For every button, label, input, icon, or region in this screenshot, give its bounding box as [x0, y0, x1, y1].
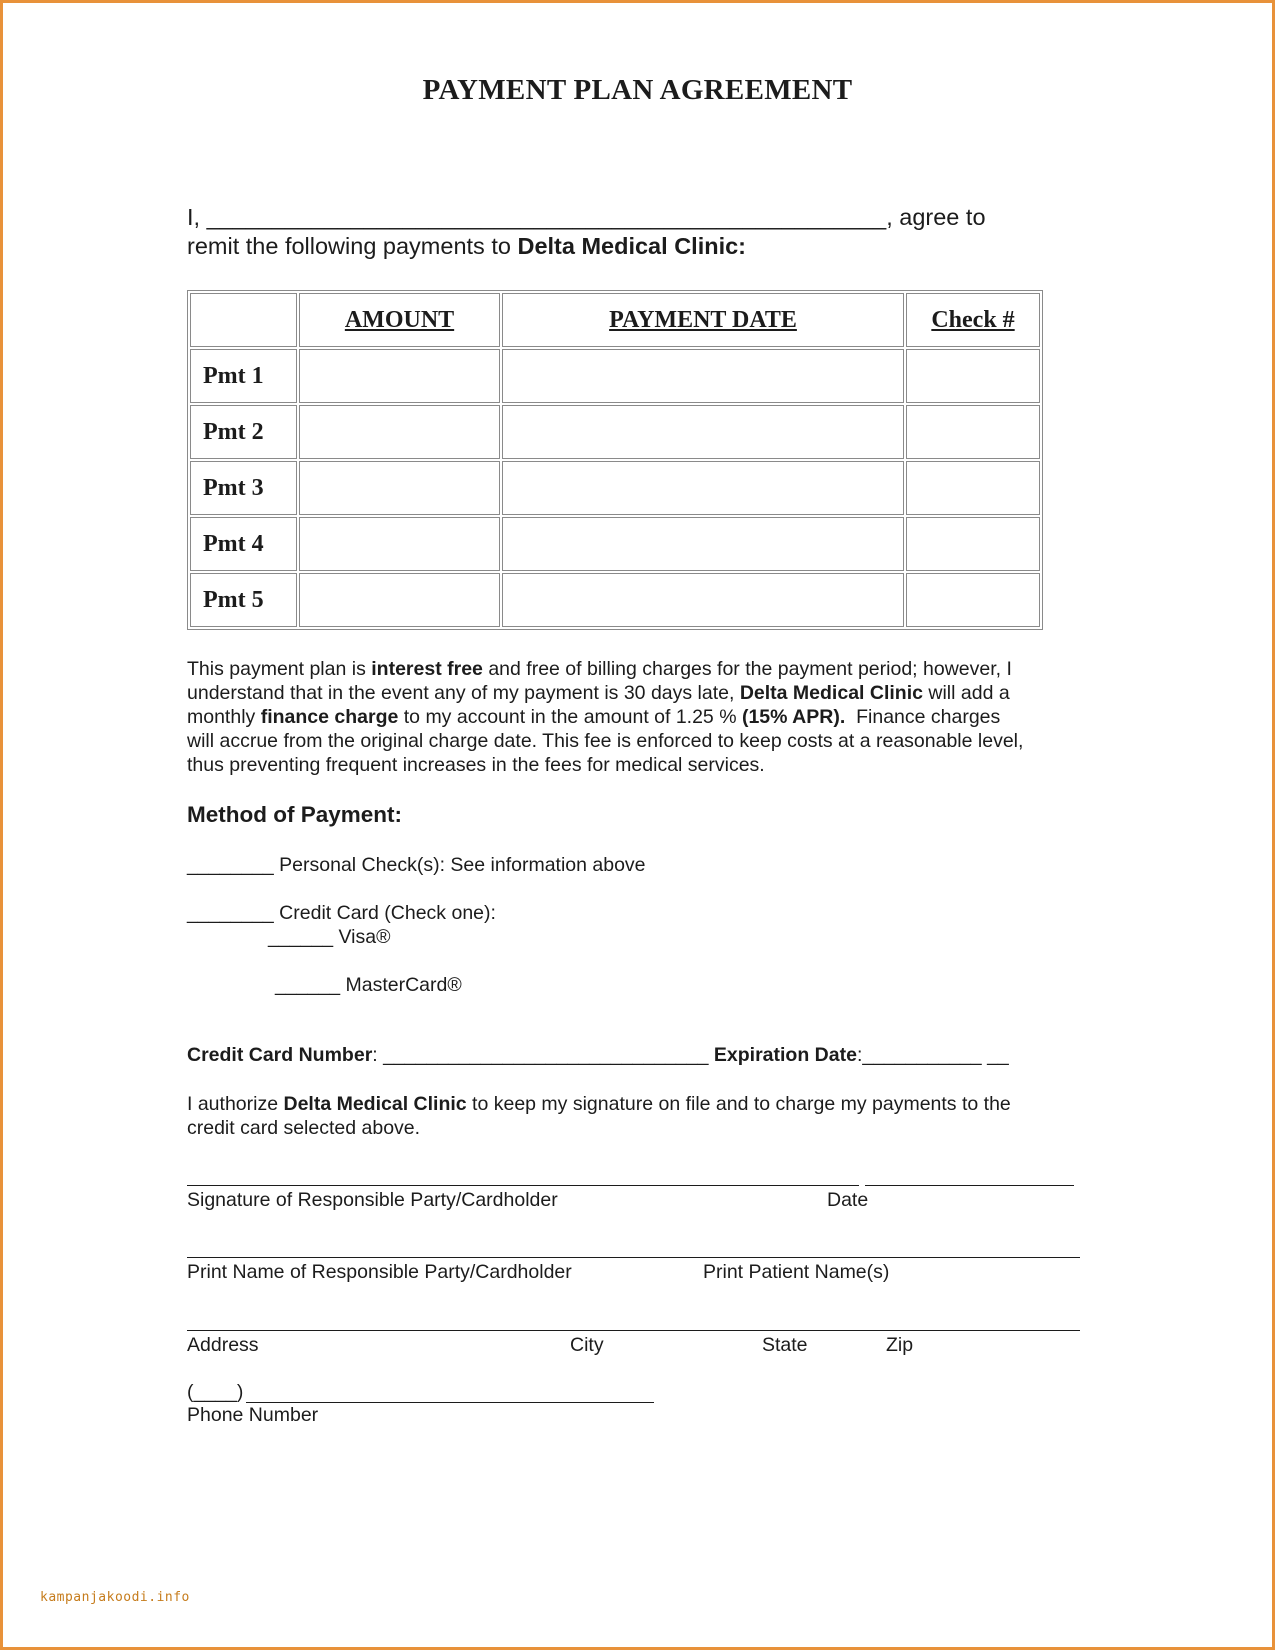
table-row — [190, 573, 1040, 627]
amount-cell[interactable] — [299, 573, 500, 627]
payment-table — [187, 290, 1043, 630]
check-cell[interactable] — [906, 349, 1040, 403]
method-heading: Method of Payment: — [187, 802, 403, 827]
expiration-field[interactable]: :___________ __ — [856, 1044, 1009, 1066]
zip-label: Zip — [886, 1334, 914, 1356]
date-label: Date — [827, 1189, 869, 1211]
amount-cell[interactable] — [299, 349, 500, 403]
authorize-text: I authorize — [187, 1093, 284, 1115]
terms-bold: interest free — [371, 658, 483, 680]
table-row — [190, 405, 1040, 459]
authorize-line-2: credit card selected above. — [187, 1117, 421, 1139]
check-cell[interactable] — [906, 461, 1040, 515]
check-cell[interactable] — [906, 405, 1040, 459]
amount-cell[interactable] — [299, 517, 500, 571]
payment-date-cell[interactable] — [502, 517, 904, 571]
intro-prefix: I, — [187, 204, 207, 230]
clinic-name: Delta Medical Clinic: — [517, 233, 746, 259]
terms-line-2 — [187, 681, 1010, 706]
row-label: Pmt 5 — [190, 573, 297, 627]
expiration-label: Expiration Date — [713, 1044, 857, 1066]
table-header-row — [190, 293, 1040, 347]
row-label: Pmt 3 — [190, 461, 297, 515]
terms-bold: Delta Medical Clinic — [739, 682, 923, 704]
row-label: Pmt 4 — [190, 517, 297, 571]
terms-text: to my account in the amount of 1.25 % — [398, 706, 742, 728]
header-blank — [190, 293, 297, 347]
terms-text: This payment plan is — [187, 658, 372, 680]
personal-check-option[interactable]: ________ Personal Check(s): See information above — [187, 854, 646, 876]
phone-label: Phone Number — [187, 1404, 319, 1426]
terms-text: understand that in the event any of my payment is 30 days late, — [187, 682, 740, 704]
terms-line-4: will accrue from the original charge date. This fee is enforced to keep costs at a reasonable level, — [187, 730, 1024, 752]
address-label: Address — [187, 1334, 259, 1356]
payment-date-cell[interactable] — [502, 349, 904, 403]
patient-name-label: Print Patient Name(s) — [703, 1261, 890, 1283]
terms-text: will add a — [922, 682, 1010, 704]
row-label: Pmt 1 — [190, 349, 297, 403]
payment-date-cell[interactable] — [502, 573, 904, 627]
intro-line-1 — [187, 203, 986, 232]
payment-date-cell[interactable] — [502, 405, 904, 459]
check-cell[interactable] — [906, 517, 1040, 571]
card-number-field[interactable]: : ______________________________ — [372, 1044, 714, 1066]
table-row — [190, 349, 1040, 403]
amount-cell[interactable] — [299, 405, 500, 459]
card-number-label: Credit Card Number — [187, 1044, 373, 1066]
terms-text: monthly — [187, 706, 261, 728]
city-label: City — [570, 1334, 604, 1356]
row-label: Pmt 2 — [190, 405, 297, 459]
table-row — [190, 517, 1040, 571]
terms-bold: finance charge — [260, 706, 399, 728]
state-label: State — [762, 1334, 808, 1356]
print-name-label: Print Name of Responsible Party/Cardholder — [187, 1261, 572, 1283]
header-amount: AMOUNT — [299, 293, 500, 347]
name-blank[interactable]: ____________________________________________________ — [206, 204, 887, 230]
watermark: kampanjakoodi.info — [40, 1590, 190, 1605]
table-row — [190, 461, 1040, 515]
print-name-line[interactable] — [187, 1257, 1080, 1258]
terms-bold: (15% APR). — [741, 706, 846, 728]
terms-line-1 — [187, 657, 1012, 682]
credit-card-option[interactable]: ________ Credit Card (Check one): — [187, 902, 496, 924]
check-cell[interactable] — [906, 573, 1040, 627]
authorize-text: to keep my signature on file and to charge my payments to the — [466, 1093, 1011, 1115]
mastercard-option[interactable]: ______ MasterCard® — [275, 974, 462, 996]
signature-label: Signature of Responsible Party/Cardholder — [187, 1189, 558, 1211]
date-line[interactable] — [865, 1185, 1074, 1186]
card-line — [187, 1043, 1009, 1067]
document-title: PAYMENT PLAN AGREEMENT — [422, 74, 853, 106]
payment-date-cell[interactable] — [502, 461, 904, 515]
intro-suffix: , agree to — [886, 204, 986, 230]
terms-text: Finance charges — [845, 706, 1001, 728]
signature-line[interactable] — [187, 1185, 859, 1186]
authorize-clinic: Delta Medical Clinic — [283, 1093, 467, 1115]
visa-option[interactable]: ______ Visa® — [268, 926, 391, 948]
intro-line-2 — [187, 232, 746, 261]
header-payment-date: PAYMENT DATE — [502, 293, 904, 347]
terms-line-5: thus preventing frequent increases in the fees for medical services. — [187, 754, 765, 776]
address-line[interactable] — [187, 1330, 1080, 1331]
intro-text: remit the following payments to — [187, 233, 518, 259]
header-check: Check # — [906, 293, 1040, 347]
phone-prefix: (____) — [187, 1381, 244, 1403]
authorize-line-1 — [187, 1092, 1011, 1116]
terms-line-3 — [187, 705, 1000, 730]
terms-text: and free of billing charges for the payment period; however, I — [482, 658, 1012, 680]
amount-cell[interactable] — [299, 461, 500, 515]
